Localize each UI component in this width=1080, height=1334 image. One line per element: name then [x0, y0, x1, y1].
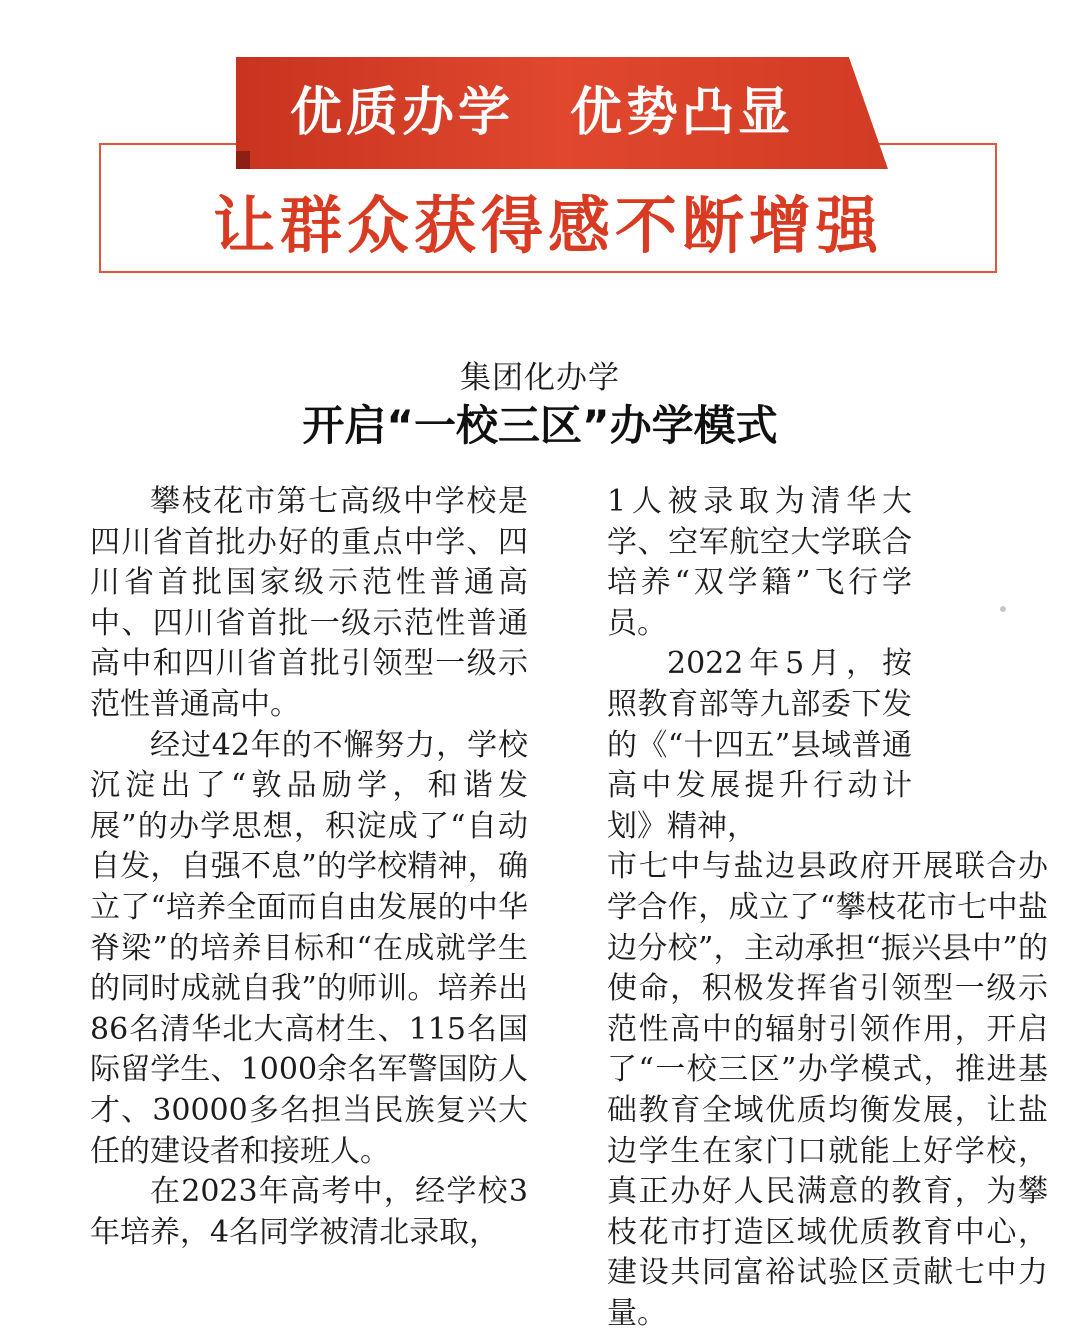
paragraph: 经过42年的不懈努力，学校沉淀出了“敦品励学，和谐发展”的办学思想，积淀成了“自动自发，自强不息”的学校精神，确立了“培养全面而自由发展的中华脊梁”的培养目标和“在成就学生的同时成就自我”的师训。培养出86名清华北大高材生、115名国际留学生、1000余名军警国防人才、30000多名担当民族复兴大任的建设者和接班人。	[90, 727, 528, 1169]
article-column-left	[90, 482, 528, 1253]
article-title: 开启“一校三区”办学模式	[302, 401, 778, 450]
article-column-right	[607, 482, 1048, 1334]
paragraph-continuation: 市七中与盐边县政府开展联合办学合作，成立了“攀枝花市七中盐边分校”，主动承担“振兴县中”的使命，积极发挥省引领型一级示范性高中的辐射引领作用，开启了“一校三区”办学模式，推进基础教育全域优质均衡发展，让盐边学生在家门口就能上好学校，真正办好人民满意的教育，为攀枝花市打造区域优质教育中心，建设共同富裕试验区贡献七中力量。	[607, 849, 1048, 1331]
paragraph: 2022年5月，按照教育部等九部委下发的《“十四五”县域普通高中发展提升行动计划》精神，	[607, 646, 912, 844]
article-subtitle: 集团化办学	[460, 360, 620, 396]
banner-top-title: 优质办学 优势凸显	[289, 82, 794, 143]
paragraph-continuation: 1人被录取为清华大学、空军航空大学联合培养“双学籍”飞行学员。	[607, 484, 912, 641]
paragraph: 攀枝花市第七高级中学校是四川省首批办好的重点中学、四川省首批国家级示范性普通高中、四川省首批一级示范性普通高中和四川省首批引领型一级示范性普通高中。	[90, 484, 528, 722]
banner-bottom-title: 让群众获得感不断增强	[212, 189, 883, 262]
paragraph: 在2023年高考中，经学校3年培养，4名同学被清北录取，	[90, 1174, 528, 1250]
